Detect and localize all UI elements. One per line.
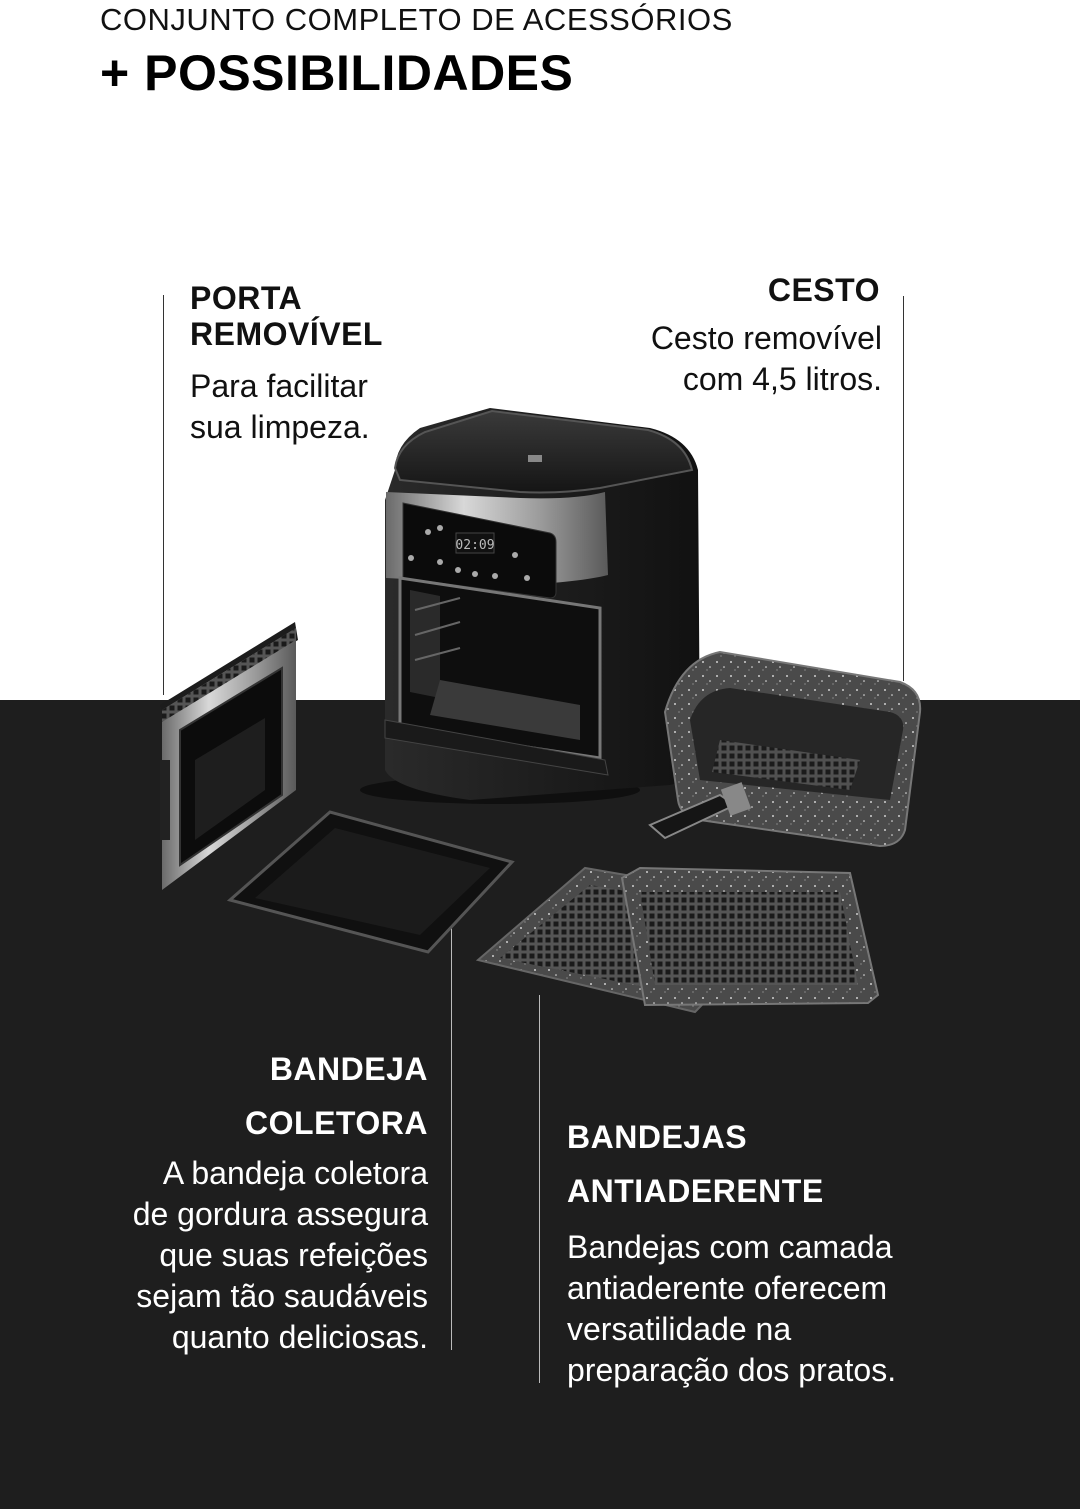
bandeja-desc-line5: quanto deliciosas. [171, 1319, 428, 1355]
basket [650, 652, 920, 846]
cesto-desc-line2: com 4,5 litros. [682, 361, 882, 397]
bandeja-title-line2: COLETORA [245, 1105, 428, 1141]
porta-title [190, 278, 383, 355]
porta-desc-line1: Para facilitar [190, 368, 368, 404]
porta-description [190, 366, 370, 448]
bandejas-desc-line4: preparação dos pratos. [567, 1352, 897, 1388]
airfryer-body [360, 408, 700, 804]
porta-title-line1: PORTA [190, 280, 303, 316]
cesto-description [651, 318, 882, 400]
bandeja-desc-line4: sejam tão saudáveis [136, 1278, 428, 1314]
bandejas-desc-line1: Bandejas com camada [567, 1229, 893, 1265]
cesto-desc-line1: Cesto removível [650, 320, 882, 356]
page-title: + POSSIBILIDADES [100, 45, 574, 101]
porta-desc-line2: sua limpeza. [190, 409, 370, 445]
porta-title-line2: REMOVÍVEL [190, 315, 383, 352]
bandejas-description [567, 1227, 896, 1391]
bandejas-title-line1: BANDEJAS [567, 1119, 748, 1155]
bandeja-desc-line1: A bandeja coletora [162, 1155, 428, 1191]
bandeja-desc-line2: de gordura assegura [132, 1196, 428, 1232]
bandeja-desc-line3: que suas refeições [159, 1237, 428, 1273]
bandeja-description [133, 1153, 428, 1358]
bandejas-desc-line3: versatilidade na [567, 1311, 792, 1347]
page-subtitle: CONJUNTO COMPLETO DE ACESSÓRIOS [100, 2, 733, 37]
bandeja-title-line1: BANDEJA [269, 1051, 428, 1087]
bandejas-title-line2: ANTIADERENTE [567, 1173, 824, 1209]
drip-tray [230, 812, 512, 952]
nonstick-trays [478, 868, 878, 1012]
display-time: 02:09 [455, 538, 495, 553]
cesto-title: CESTO [767, 272, 880, 308]
bandeja-title [245, 1042, 428, 1150]
removable-door [160, 622, 298, 890]
bandejas-title [567, 1110, 824, 1218]
bandejas-desc-line2: antiaderente oferecem [567, 1270, 888, 1306]
